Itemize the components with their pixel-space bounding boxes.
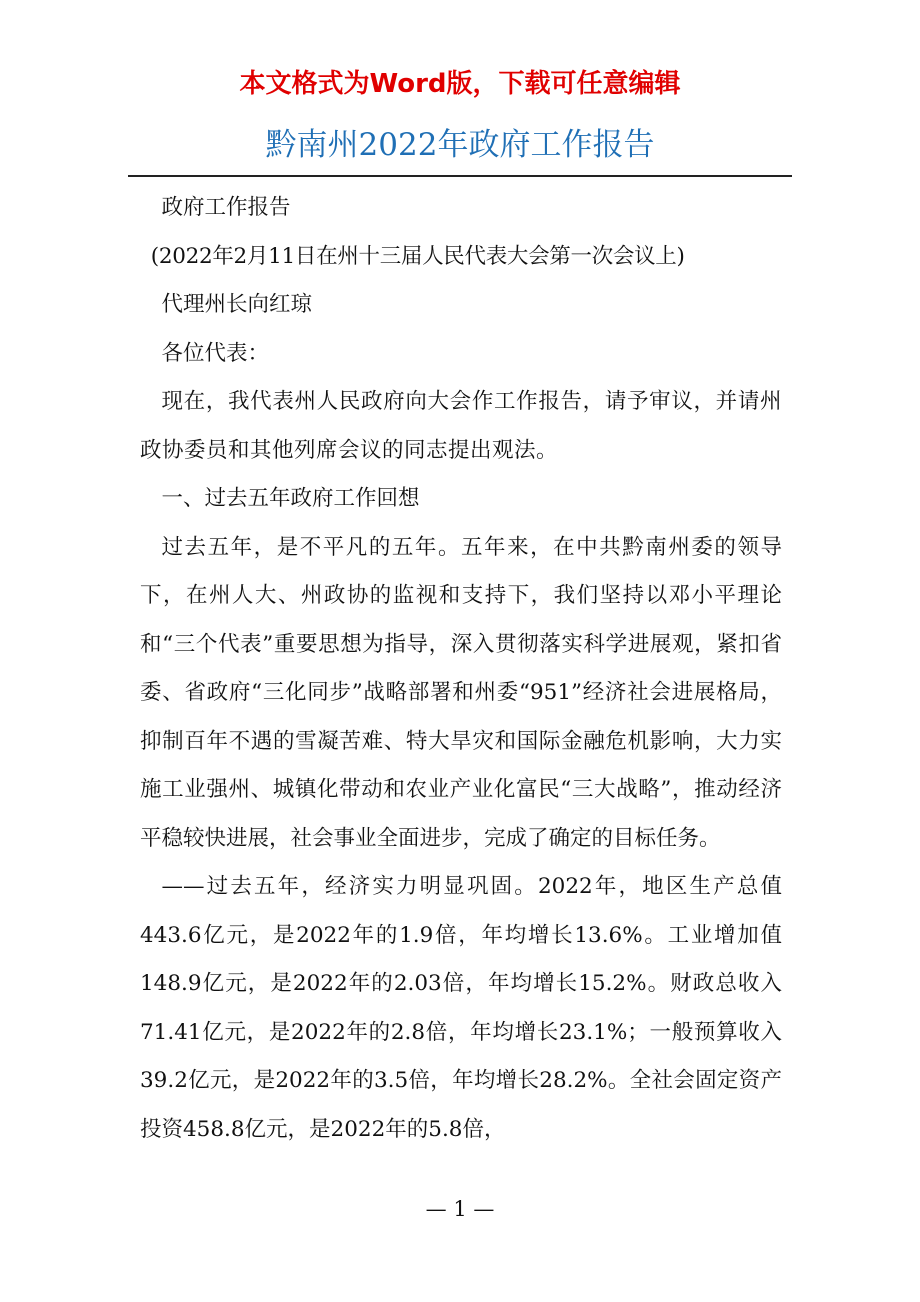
section-heading: 一、过去五年政府工作回想 (161, 486, 420, 511)
paragraph-economy: ——过去五年，经济实力明显巩固。2022年，地区生产总值443.6亿元，是2022年的1.9倍，年均增长13.6%。工业增加值148.9亿元，是2022年的2.03倍，年均增长15.2%。财政总收入71.41亿元，是2022年的2.8倍，年均增长23.1%；一般预算收入39.2亿元，是2022年的3.5倍，年均增长28.2%。全社会固定资产投资458.8亿元，是2022年的5.8倍， (140, 874, 782, 1142)
title-divider (128, 175, 792, 177)
paragraph-heading: 政府工作报告 (161, 195, 291, 220)
format-banner: 本文格式为Word版，下载可任意编辑 (239, 69, 681, 99)
paragraph-intro: 现在，我代表州人民政府向大会作工作报告，请予审议，并请州政协委员和其他列席会议的同志提出观法。 (140, 389, 782, 463)
document-body (140, 184, 782, 1154)
paragraph-salutation: 各位代表： (161, 340, 270, 366)
paragraph-date: (2022年2月11日在州十三届人民代表大会第一次会议上) (150, 243, 685, 269)
paragraph-speaker: 代理州长向红琼 (161, 292, 313, 317)
page-number: — 1 — (425, 1197, 495, 1221)
document-title: 黔南州2022年政府工作报告 (265, 127, 655, 163)
paragraph-review: 过去五年，是不平凡的五年。五年来，在中共黔南州委的领导下，在州人大、州政协的监视和支持下，我们坚持以邓小平理论和“三个代表”重要思想为指导，深入贯彻落实科学进展观，紧扣省委、省政府“三化同步”战略部署和州委“951”经济社会进展格局，抑制百年不遇的雪凝苦难、特大旱灾和国际金融危机影响，大力实施工业强州、城镇化带动和农业产业化富民“三大战略”，推动经济平稳较快进展，社会事业全面进步，完成了确定的目标任务。 (140, 534, 782, 851)
